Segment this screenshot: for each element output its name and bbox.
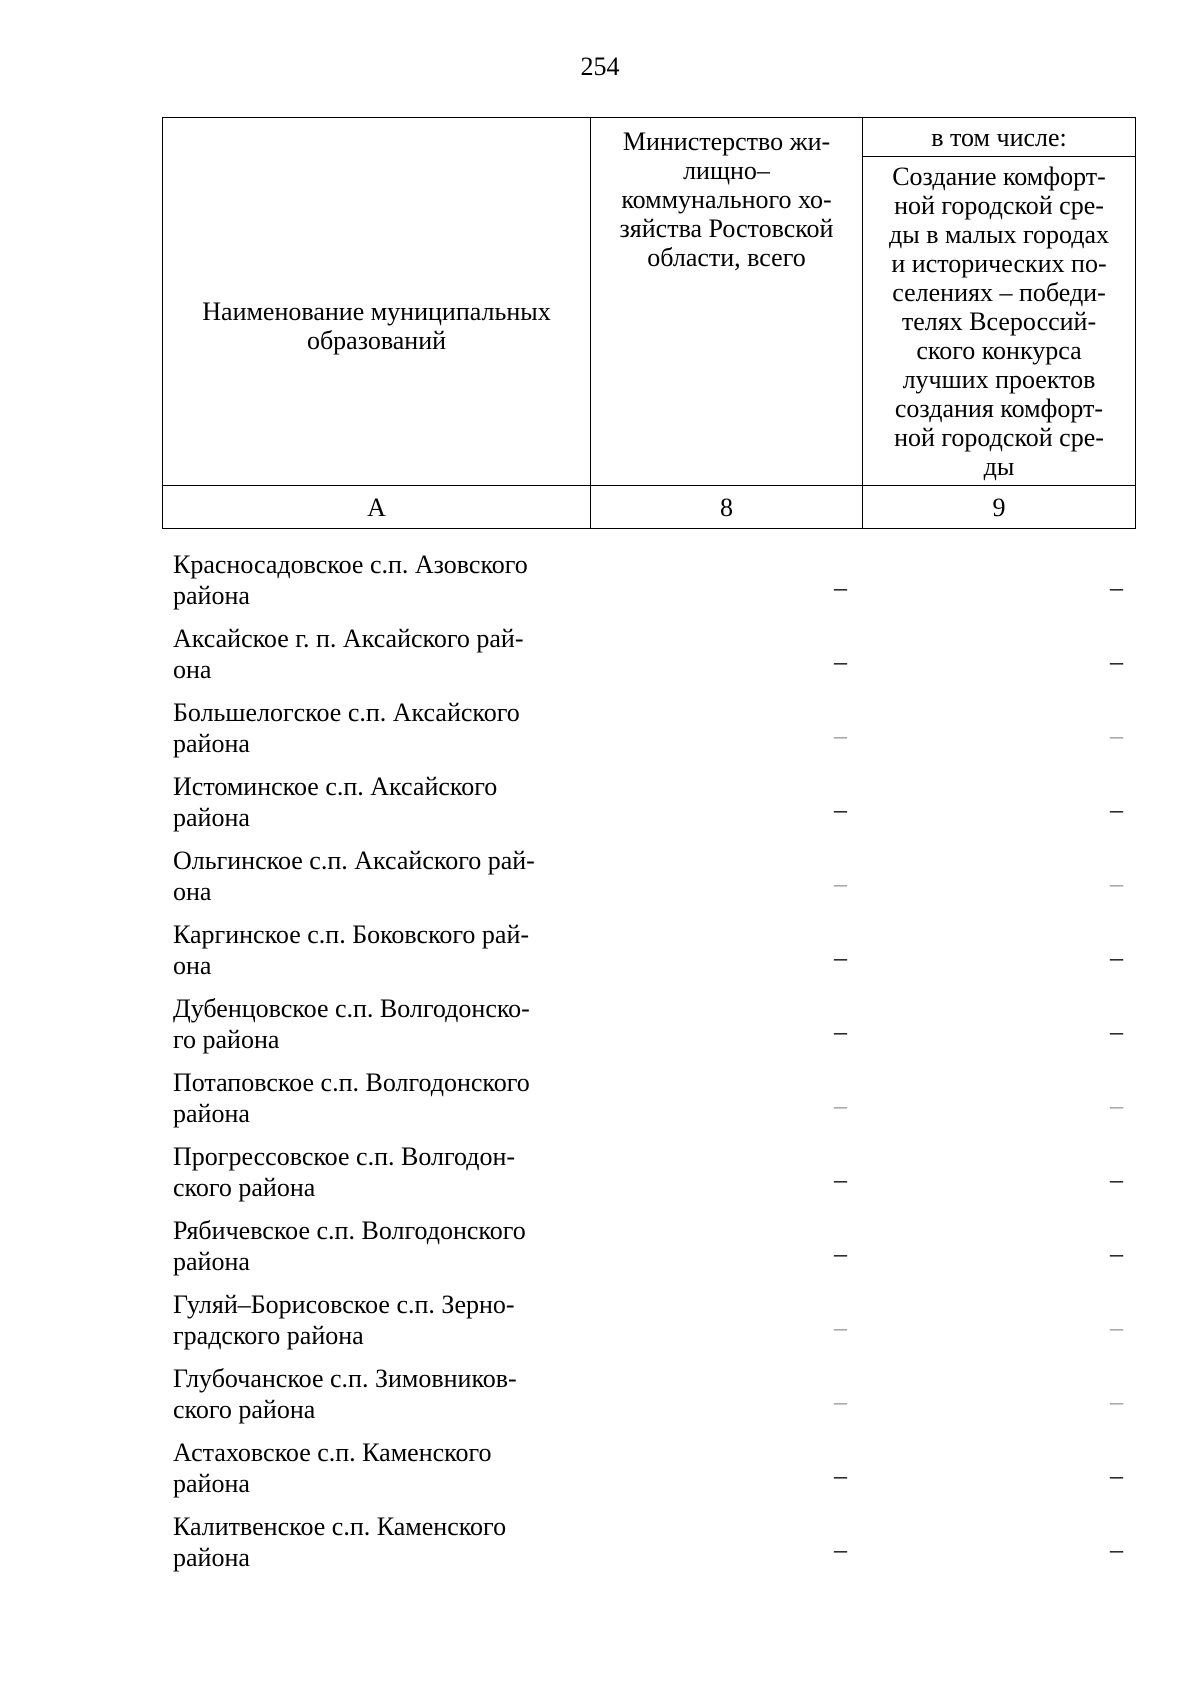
value-comfort-environment: – — [1110, 1313, 1123, 1342]
value-comfort-environment: – — [1110, 1017, 1123, 1046]
value-comfort-environment: – — [1110, 721, 1123, 750]
table-row — [162, 771, 1136, 845]
municipality-name: Каргинское с.п. Боковского рай- она — [173, 920, 530, 980]
table-header — [162, 117, 1136, 529]
value-comfort-environment: – — [1110, 1387, 1123, 1416]
municipality-name: Аксайское г. п. Аксайского рай- она — [173, 624, 524, 684]
column-index-9: 9 — [863, 486, 1136, 529]
value-ministry-total: – — [834, 647, 847, 676]
value-comfort-environment: – — [1110, 1091, 1123, 1120]
municipality-name: Большелогское с.п. Аксайского района — [173, 698, 520, 758]
value-ministry-total: – — [834, 869, 847, 898]
value-ministry-total: – — [834, 1165, 847, 1194]
value-ministry-total: – — [834, 1313, 847, 1342]
value-ministry-total: – — [834, 1387, 847, 1416]
value-comfort-environment: – — [1110, 1239, 1123, 1268]
municipality-name: Глубочанское с.п. Зимовников- ского района — [173, 1364, 517, 1424]
municipality-name: Красносадовское с.п. Азовского района — [173, 550, 528, 610]
header-comfort-environment: Создание комфорт- ной городской сре- ды в малых городах и исторических по- селениях – победи- телях Всероссий- ского конкурса лучших проектов создания комфорт- ной городской сре- ды — [863, 157, 1136, 486]
table-row — [162, 623, 1136, 697]
value-comfort-environment: – — [1110, 573, 1123, 602]
municipality-name: Дубенцовское с.п. Волгодонско- го района — [173, 994, 530, 1054]
value-comfort-environment: – — [1110, 1461, 1123, 1490]
municipality-name: Истоминское с.п. Аксайского района — [173, 772, 498, 832]
municipality-name: Гуляй–Борисовское с.п. Зерно- градского района — [173, 1290, 515, 1350]
municipality-name: Прогрессовское с.п. Волгодон- ского района — [173, 1142, 516, 1202]
table-body — [162, 549, 1136, 1585]
table-row — [162, 549, 1136, 623]
municipality-name: Рябичевское с.п. Волгодонского района — [173, 1216, 526, 1276]
municipality-name: Потаповское с.п. Волгодонского района — [173, 1068, 530, 1128]
table-row — [162, 993, 1136, 1067]
table-row — [162, 919, 1136, 993]
municipality-name: Калитвенское с.п. Каменского района — [173, 1512, 507, 1572]
value-ministry-total: – — [834, 795, 847, 824]
header-municipality-name: Наименование муниципальных образований — [163, 118, 591, 486]
table-row — [162, 697, 1136, 771]
column-index-8: 8 — [591, 486, 863, 529]
value-comfort-environment: – — [1110, 1535, 1123, 1564]
value-comfort-environment: – — [1110, 869, 1123, 898]
header-including: в том числе: — [863, 118, 1136, 157]
table-row — [162, 1511, 1136, 1585]
municipality-name: Астаховское с.п. Каменского района — [173, 1438, 492, 1498]
value-comfort-environment: – — [1110, 795, 1123, 824]
value-ministry-total: – — [834, 1091, 847, 1120]
table-row — [162, 1215, 1136, 1289]
value-ministry-total: – — [834, 1461, 847, 1490]
table-row — [162, 1067, 1136, 1141]
table-row — [162, 1437, 1136, 1511]
table-row — [162, 1289, 1136, 1363]
value-comfort-environment: – — [1110, 1165, 1123, 1194]
value-ministry-total: – — [834, 721, 847, 750]
value-comfort-environment: – — [1110, 647, 1123, 676]
table-row — [162, 1363, 1136, 1437]
value-comfort-environment: – — [1110, 943, 1123, 972]
value-ministry-total: – — [834, 1239, 847, 1268]
value-ministry-total: – — [834, 573, 847, 602]
municipality-name: Ольгинское с.п. Аксайского рай- она — [173, 846, 535, 906]
page-number: 254 — [580, 52, 620, 81]
table-row — [162, 1141, 1136, 1215]
value-ministry-total: – — [834, 1535, 847, 1564]
table-row — [162, 845, 1136, 919]
value-ministry-total: – — [834, 1017, 847, 1046]
value-ministry-total: – — [834, 943, 847, 972]
header-ministry-total: Министерство жи- лищно– коммунального хо- зяйства Ростовской области, всего — [591, 118, 863, 486]
column-index-a: А — [163, 486, 591, 529]
